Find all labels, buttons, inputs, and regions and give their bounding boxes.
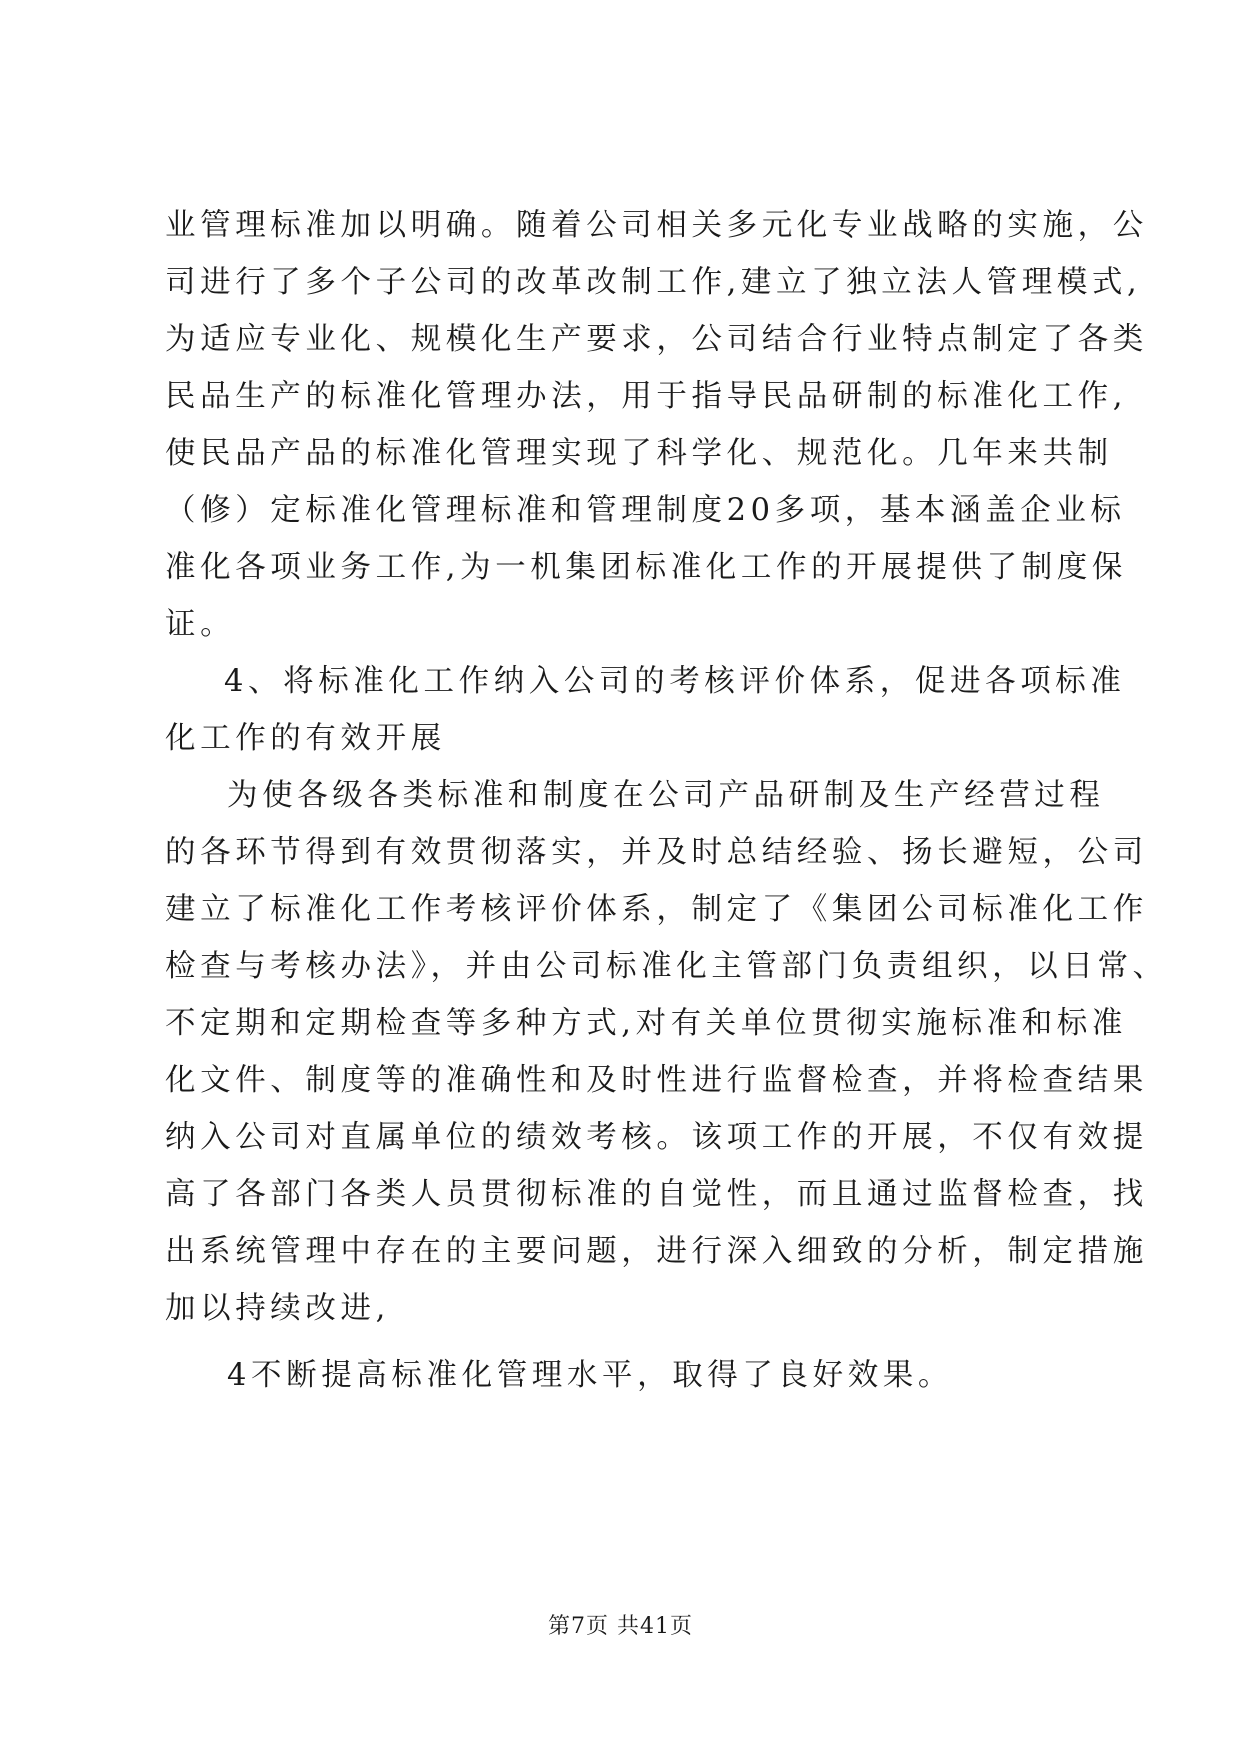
body-text-line: 化文件、制度等的准确性和及时性进行监督检查，并将检查结果	[165, 1063, 1148, 1098]
body-text-line: 证。	[165, 607, 236, 642]
body-text-line: 高了各部门各类人员贯彻标准的自觉性，而且通过监督检查，找	[165, 1177, 1148, 1212]
body-text-line: 业管理标准加以明确。随着公司相关多元化专业战略的实施，公	[165, 208, 1148, 243]
body-text-line: 纳入公司对直属单位的绩效考核。该项工作的开展，不仅有效提	[165, 1120, 1148, 1155]
body-text-line: 司进行了多个子公司的改革改制工作,建立了独立法人管理模式,	[165, 265, 1142, 300]
body-text-line: 为使各级各类标准和制度在公司产品研制及生产经营过程	[227, 778, 1105, 813]
body-text-line: 使民品产品的标准化管理实现了科学化、规范化。几年来共制	[165, 436, 1113, 471]
body-text-line: 4不断提高标准化管理水平，取得了良好效果。	[227, 1358, 954, 1393]
body-text-line: 不定期和定期检查等多种方式,对有关单位贯彻实施标准和标准	[165, 1006, 1127, 1041]
body-text-line: 的各环节得到有效贯彻落实，并及时总结经验、扬长避短，公司	[165, 835, 1148, 870]
body-text-line: 准化各项业务工作,为一机集团标准化工作的开展提供了制度保	[165, 550, 1127, 585]
page-number-footer: 第7页 共41页	[548, 1614, 693, 1639]
body-text-line: 民品生产的标准化管理办法，用于指导民品研制的标准化工作,	[165, 379, 1127, 414]
body-text-line: 出系统管理中存在的主要问题，进行深入细致的分析，制定措施	[165, 1234, 1148, 1269]
body-text-line: （修）定标准化管理标准和管理制度20多项，基本涵盖企业标	[165, 493, 1126, 528]
section-heading-line: 化工作的有效开展	[165, 721, 446, 756]
body-text-line: 为适应专业化、规模化生产要求，公司结合行业特点制定了各类	[165, 322, 1148, 357]
section-heading-line: 4、将标准化工作纳入公司的考核评价体系，促进各项标准	[224, 664, 1126, 699]
body-text-line: 加以持续改进,	[165, 1291, 390, 1326]
body-text-line: 检查与考核办法》，并由公司标准化主管部门负责组织，以日常、	[165, 949, 1168, 984]
body-text-line: 建立了标准化工作考核评价体系，制定了《集团公司标准化工作	[165, 892, 1148, 927]
